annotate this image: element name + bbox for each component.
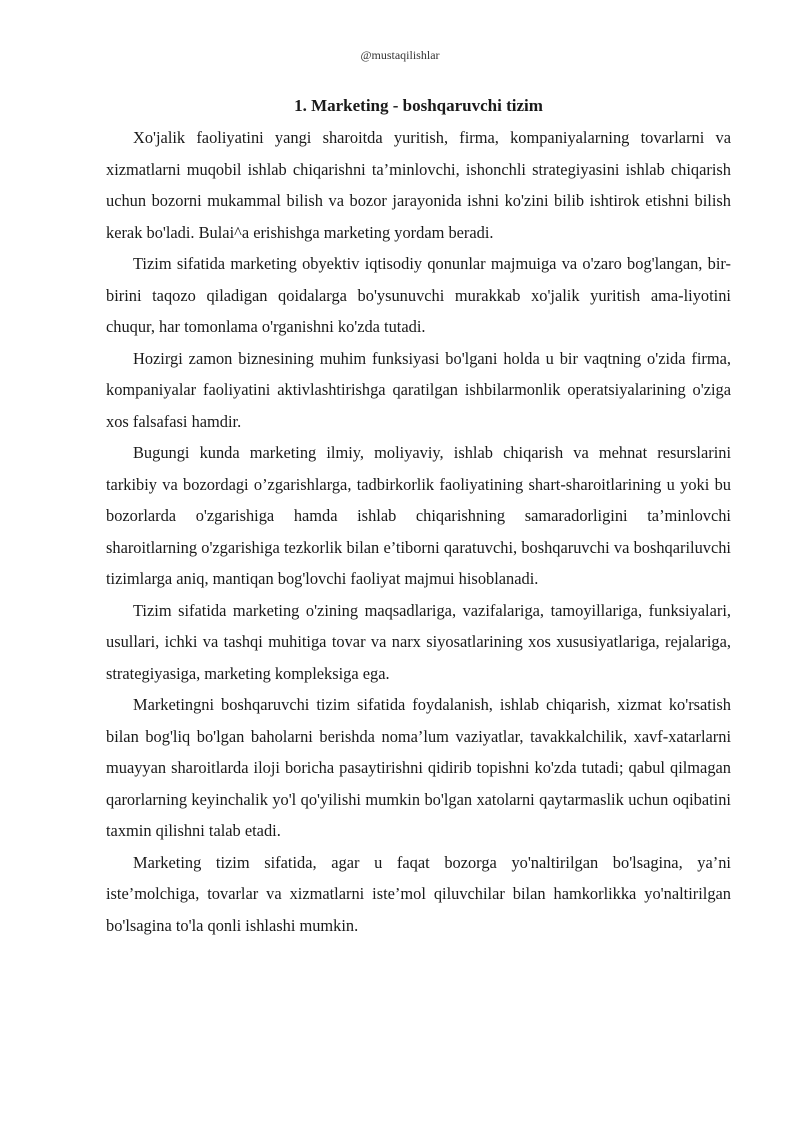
paragraph-2: Tizim sifatida marketing obyektiv iqtisodiy qonunlar majmuiga va o'zaro bog'langan, bir-birini taqozo qiladigan qoidalarga bo'ysunuvchi murakkab xo'jalik yuritish ama-liyotini chuqur, har tomonlama o'rganishni ko'zda tutadi. xyxy=(106,254,731,336)
page-header: @mustaqilishlar xyxy=(360,48,440,62)
paragraph-1: Xo'jalik faoliyatini yangi sharoitda yuritish, firma, kompaniyalarning tovarlarni va xizmatlarni muqobil ishlab chiqarishni ta’minlovchi, ishonchli strategiyasini ishlab chiqarish uchun bozorni mukammal bilish va bozor jarayonida ishni ko'zini bilib ishtirok etishni bilish kerak bo'ladi. Bulai^a erishishga marketing yordam beradi. xyxy=(106,128,731,242)
paragraph-6: Marketingni boshqaruvchi tizim sifatida foydalanish, ishlab chiqarish, xizmat ko'rsatish bilan bog'liq bo'lgan baholarni berishda noma’lum vaziyatlar, tavakkalchilik, xavf-xatarlarni muayyan sharoitlarda iloji boricha pasaytirishni qidirib topishni ko'zda tutadi; qabul qilmagan qarorlarning keyinchalik yo'l qo'yilishi mumkin bo'lgan xatolarni qaytarmaslik uchun oqibatini taxmin qilishni talab etadi. xyxy=(106,695,731,840)
document-body xyxy=(106,94,731,941)
paragraph-5: Tizim sifatida marketing o'zining maqsadlariga, vazifalariga, tamoyillariga, funksiyalari, usullari, ichki va tashqi muhitiga tovar va narx siyosatlarining xos xususiyatlariga, rejalariga, strategiyasiga, marketing kompleksiga ega. xyxy=(106,600,731,683)
section-title: 1. Marketing - boshqaruvchi tizim xyxy=(294,96,543,115)
paragraph-7: Marketing tizim sifatida, agar u faqat bozorga yo'naltirilgan bo'lsagina, ya’ni iste’molchiga, tovarlar va xizmatlarni iste’mol qiluvchilar bilan hamkorlikka yo'naltirilgan bo'lsagina to'la qonli ishlashi mumkin. xyxy=(106,852,731,935)
paragraph-3: Hozirgi zamon biznesining muhim funksiyasi bo'lgani holda u bir vaqtning o'zida firma, kompaniyalar faoliyatini aktivlashtirishga qaratilgan ishbilarmonlik operatsiyalarining o'ziga xos falsafasi hamdir. xyxy=(106,348,731,431)
paragraph-4: Bugungi kunda marketing ilmiy, moliyaviy, ishlab chiqarish va mehnat resurslarini tarkibiy va bozordagi o’zgarishlarga, tadbirkorlik faoliyatining shart-sharoitlarining u yoki bu bozorlarda o'zgarishiga hamda ishlab chiqarishning samaradorligini ta’minlovchi sharoitlarning o'zgarishiga tezkorlik bilan e’tiborni qaratuvchi, boshqaruvchi va boshqariluvchi tizimlarga aniq, mantiqan bog'lovchi faoliyat majmui hisoblanadi. xyxy=(106,443,731,588)
